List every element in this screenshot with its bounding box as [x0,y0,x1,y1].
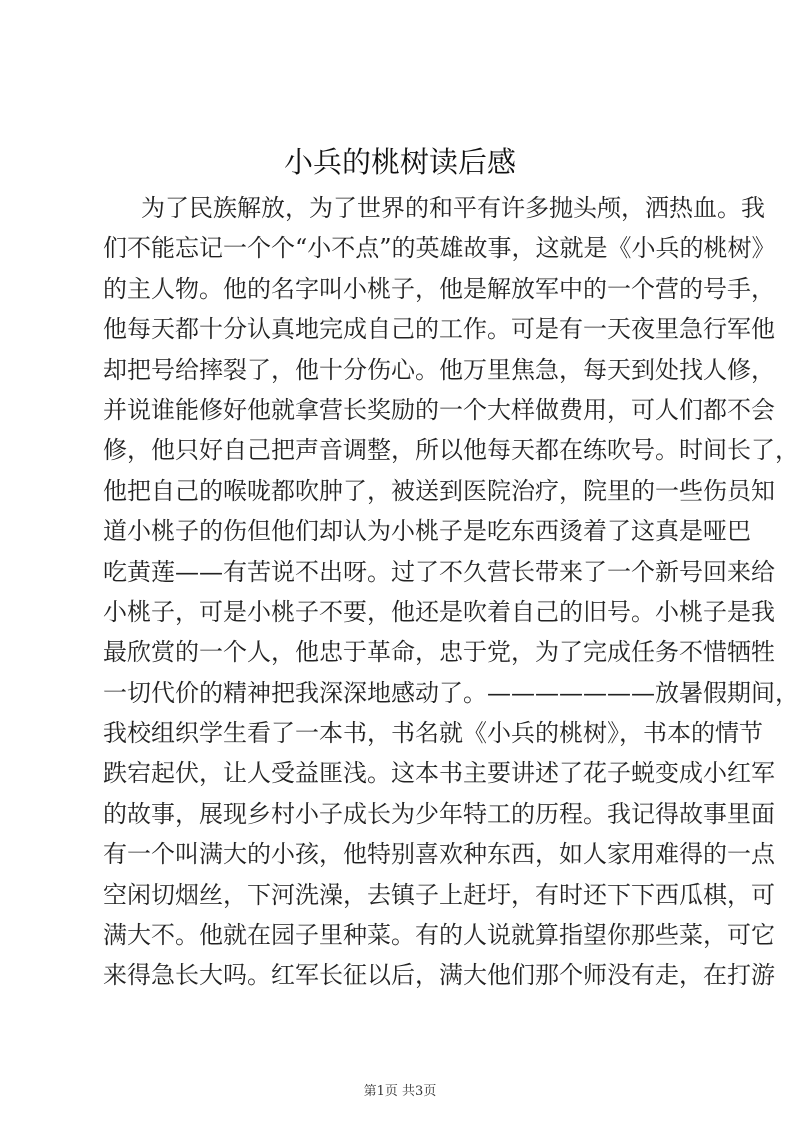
text-line: 却把号给摔裂了，他十分伤心。他万里焦急，每天到处找人修， [103,355,775,384]
text-line: 修，他只好自己把声音调整，所以他每天都在练吹号。时间长了， [103,436,799,465]
text-line: 满大不。他就在园子里种菜。有的人说就算指望你那些菜，可它 [103,921,775,950]
text-line: 他每天都十分认真地完成自己的工作。可是有一天夜里急行军他 [103,315,775,344]
text-line: 的故事，展现乡村小子成长为少年特工的历程。我记得故事里面 [103,799,775,828]
text-line: 小桃子，可是小桃子不要，他还是吹着自己的旧号。小桃子是我 [103,597,775,626]
text-line: 的主人物。他的名字叫小桃子，他是解放军中的一个营的号手， [103,274,775,303]
text-line: 最欣赏的一个人，他忠于革命，忠于党，为了完成任务不惜牺牲 [103,638,775,667]
document-body [103,188,799,996]
text-line: 们不能忘记一个个“小不点”的英雄故事，这就是《小兵的桃树》 [103,234,776,263]
text-line: 道小桃子的伤但他们却认为小桃子是吃东西烫着了这真是哑巴 [103,517,751,546]
text-line: 空闲切烟丝，下河洗澡，去镇子上赶圩，有时还下下西瓜棋，可 [103,880,775,909]
text-line: 吃黄莲——有苦说不出呀。过了不久营长带来了一个新号回来给 [103,557,775,586]
page-footer: 第1页 共3页 [363,1084,437,1099]
text-line: 为了民族解放，为了世界的和平有许多抛头颅，洒热血。我 [141,194,765,222]
text-line: 并说谁能修好他就拿营长奖励的一个大样做费用，可人们都不会 [103,395,775,424]
text-line: 来得急长大吗。红军长征以后，满大他们那个师没有走，在打游 [103,961,775,990]
document-title: 小兵的桃树读后感 [283,145,516,179]
text-line: 有一个叫满大的小孩，他特别喜欢种东西，如人家用难得的一点 [103,840,775,869]
text-line: 我校组织学生看了一本书，书名就《小兵的桃树》，书本的情节 [103,719,763,748]
text-line: 一切代价的精神把我深深地感动了。———————放暑假期间， [103,678,799,707]
text-line: 跌宕起伏，让人受益匪浅。这本书主要讲述了花子蜕变成小红军 [103,759,775,788]
text-line: 他把自己的喉咙都吹肿了，被送到医院治疗，院里的一些伤员知 [103,476,775,505]
